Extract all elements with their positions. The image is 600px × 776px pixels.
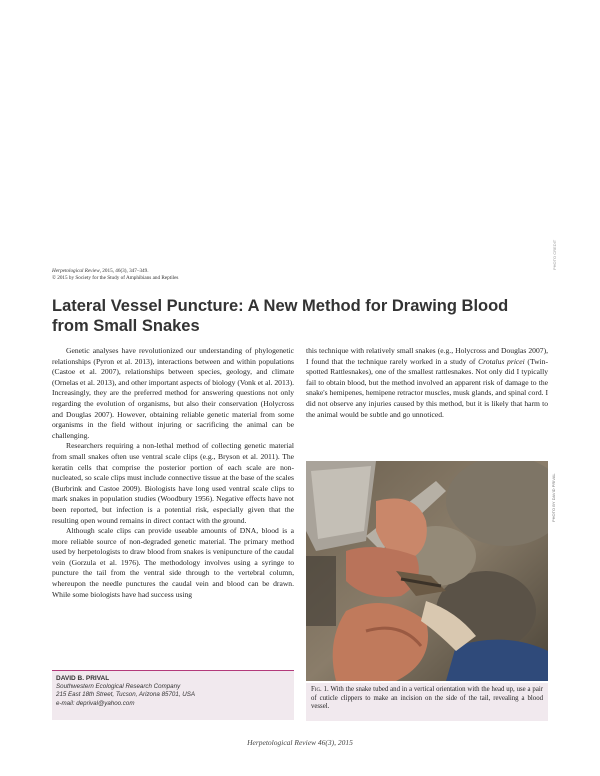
paragraph: this technique with relatively small snakes (e.g., Holycross and Douglas 2007), I found that the technique rarely worked in a study of Crotalus pricei (Twin-spotted Rattlesnakes), one of the smallest rattlesnakes. Not only did I typically fail to obtain blood, but the method involved an apparent risk of damage to the snake's hemipenes, hemipene retractor muscles, musk glands, and spinal cord. I did not observe any injuries caused by this method, but it is likely that harm to the animal would be subtle and go unnoticed. [306, 346, 548, 419]
author-name: DAVID B. PRIVAL [56, 675, 110, 682]
figure-caption [306, 683, 548, 721]
right-column [306, 346, 548, 420]
left-column [52, 346, 294, 600]
caption-text: With the snake tubed and in a vertical orientation with the head up, use a pair of cuticle clippers to make an incision on the side of the tail, revealing a blood vessel. [311, 686, 543, 711]
page-footer: Herpetological Review 46(3), 2015 [247, 738, 353, 747]
species-name: Crotalus pricei [478, 356, 525, 366]
article-title: Lateral Vessel Puncture: A New Method for Drawing Blood from Small Snakes [52, 297, 509, 335]
paragraph: Although scale clips can provide useable amounts of DNA, blood is a more reliable source of non-degraded genetic material. The primary method used by herpetologists to draw blood from snakes is venipuncture of the caudal vein (Gorzula et al. 1976). The methodology involves using a syringe to puncture the tail from the ventral side through to the vertebral column, whereupon the needle punctures the caudal vein and blood can be drawn. While some biologists have had success using [52, 526, 294, 599]
journal-name: Herpetological Review [52, 268, 100, 274]
journal-copyright: © 2015 by Society for the Study of Amphibians and Reptiles [52, 275, 179, 281]
figure-label: Fig. 1. [311, 686, 329, 693]
paragraph: Genetic analyses have revolutionized our understanding of phylogenetic relationships (Pyron et al. 2013), interactions between and within populations (Castoe et al. 2007), relationships between species, geology, and climate (Ornelas et al. 2013), and other important aspects of biology (Vonk et al. 2013). Increasingly, they are the preferred method for answering questions not only regarding the evolution of organisms, but also their conservation (Holycross and Douglas 2007). However, obtaining reliable genetic material from some organisms in the field without injuring or sacrificing the animal can be challenging. [52, 346, 294, 440]
author-email: e-mail: deprival@yahoo.com [56, 699, 135, 707]
author-address: 215 East 18th Street, Tucson, Arizona 85701, USA [56, 691, 195, 699]
journal-citation: , 2015, 46(3), 347–349. [99, 268, 149, 274]
snake-blood-draw-photo [306, 461, 548, 681]
figure-photo [306, 461, 548, 681]
photo-credit: PHOTO BY DAVID PRIVAL [551, 473, 556, 522]
journal-header [52, 268, 178, 282]
author-affiliation: Southwestern Ecological Research Company [56, 683, 181, 691]
author-box [52, 670, 294, 720]
side-credit: PHOTO CREDIT [552, 239, 557, 270]
paragraph: Researchers requiring a non-lethal method of collecting genetic material from small snakes often use ventral scale clips (e.g., Bryson et al. 2011). The keratin cells that comprise the posterior portion of each scale are non-nucleated, so scale clips must include connective tissue at the base of the scales (Burbrink and Castoe 2009). Biologists have long used ventral scale clips to mark snakes in population studies (Woodbury 1956). Negative effects have not been reported, but infection is a potential risk, especially given that the resulting open wound remains in direct contact with the ground. [52, 441, 294, 525]
